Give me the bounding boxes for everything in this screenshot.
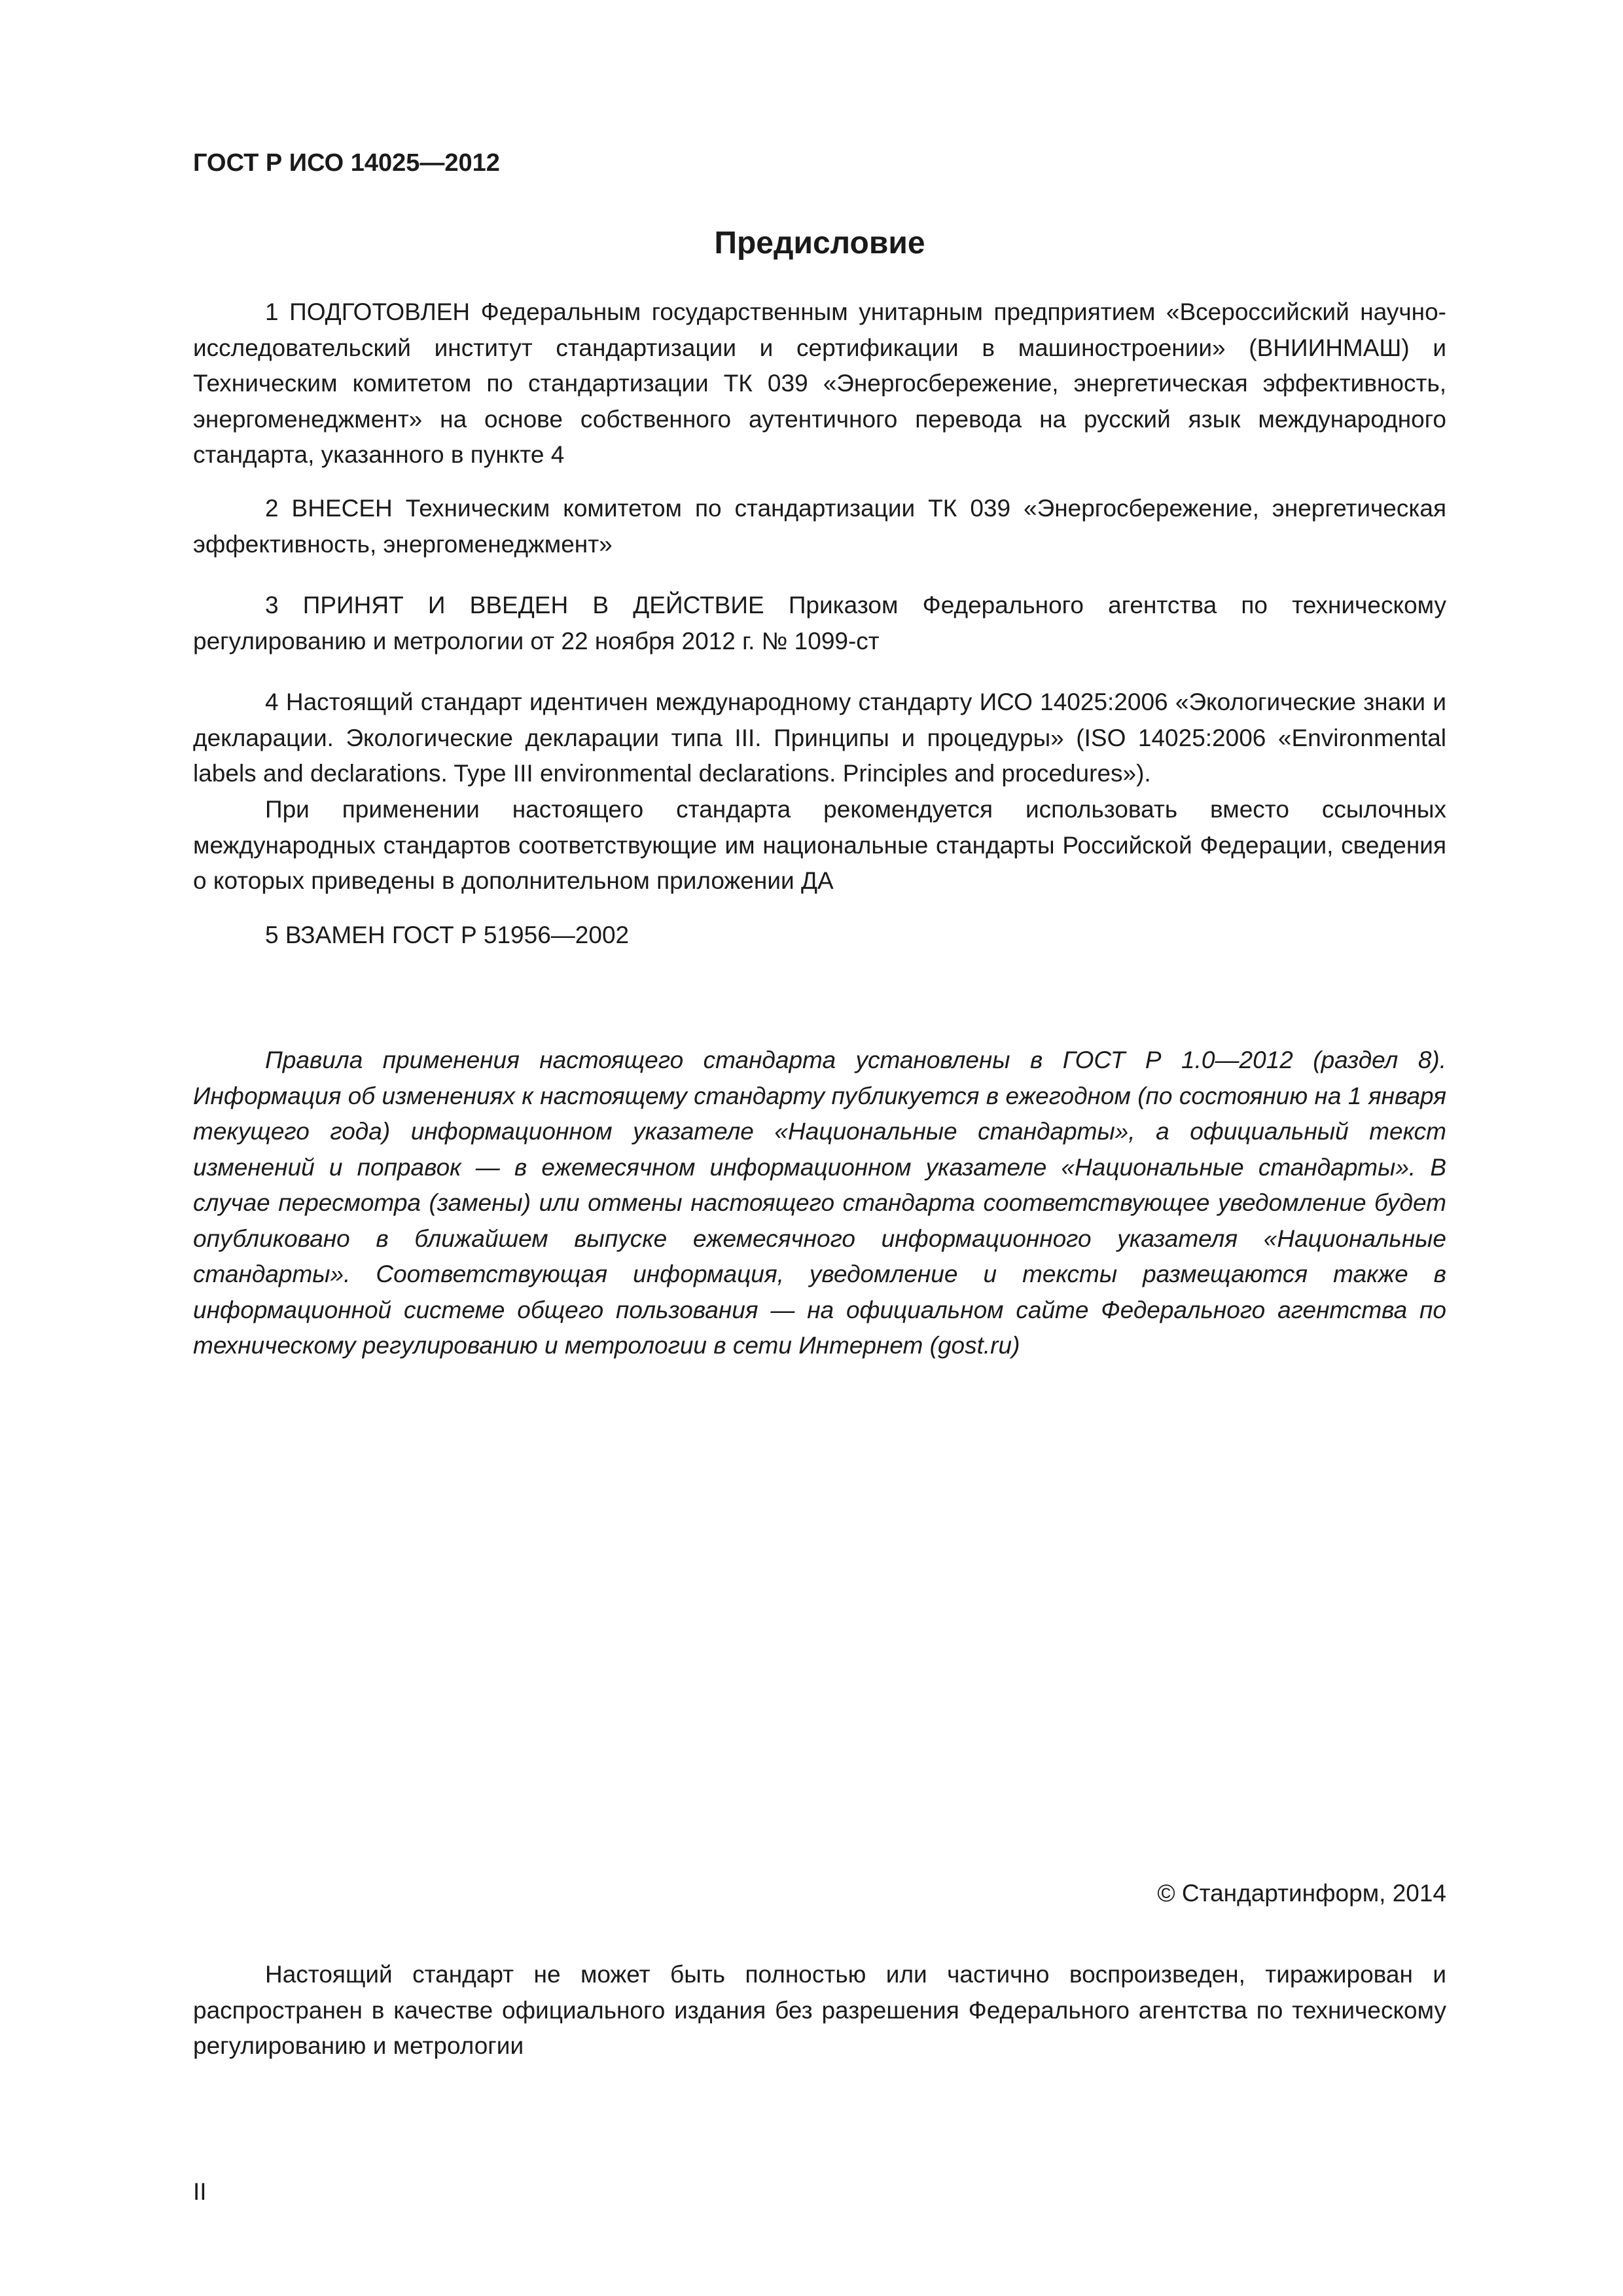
paragraph-reference-standards: При применении настоящего стандарта рекомендуется использовать вместо ссылочных международных стандартов соответствующие им национальные стандарты Российской Федерации, сведения о которых приведены в дополнительном приложении ДА (193, 796, 1446, 894)
page-number: II (193, 2178, 207, 2205)
copyright-line: © Стандартинформ, 2014 (1157, 1880, 1446, 1907)
page-title: Предисловие (714, 226, 925, 260)
paragraph-adopted: 3 ПРИНЯТ И ВВЕДЕН В ДЕЙСТВИЕ Приказом Федерального агентства по техническому регулированию и метрологии от 22 ноября 2012 г. № 1099-ст (193, 592, 1446, 655)
paragraph-prepared-by: 1 ПОДГОТОВЛЕН Федеральным государственным унитарным предприятием «Всероссийский научно-исследовательский институт стандартизации и сертификации в машиностроении» (ВНИИНМАШ) и Техническим комитетом по стандартизации ТК 039 «Энергосбережение, энергетическая эффективность, энергоменеджмент» на основе собственного аутентичного перевода на русский язык международного стандарта, указанного в пункте 4 (193, 298, 1446, 468)
paragraph-identical-standard: 4 Настоящий стандарт идентичен международному стандарту ИСО 14025:2006 «Экологические знаки и декларации. Экологические декларации типа III. Принципы и процедуры» (ISO 14025:2006 «Environmental labels and declarations. Type III environmental declarations. Principles and procedures»). (193, 689, 1446, 787)
paragraph-replaces: 5 ВЗАМЕН ГОСТ Р 51956—2002 (265, 922, 630, 948)
document-header: ГОСТ Р ИСО 14025—2012 (193, 149, 500, 177)
paragraph-introduced-by: 2 ВНЕСЕН Техническим комитетом по стандартизации ТК 039 «Энергосбережение, энергетическая эффективность, энергоменеджмент» (193, 495, 1446, 558)
reproduction-notice: Настоящий стандарт не может быть полностью или частично воспроизведен, тиражирован и распространен в качестве официального издания без разрешения Федерального агентства по техническому регулированию и метрологии (193, 1961, 1446, 2059)
application-rules-notice: Правила применения настоящего стандарта установлены в ГОСТ Р 1.0—2012 (раздел 8). Информация об изменениях к настоящему стандарту публикуется в ежегодном (по состоянию на 1 января текущего года) информационном указателе «Национальные стандарты», а официальный текст изменений и поправок — в ежемесячном информационном указателе «Национальные стандарты». В случае пересмотра (замены) или отмены настоящего стандарта соответствующее уведомление будет опубликовано в ближайшем выпуске ежемесячного информационного указателя «Национальные стандарты». Соответствующая информация, уведомление и тексты размещаются также в информационной системе общего пользования — на официальном сайте Федерального агентства по техническому регулированию и метрологии в сети Интернет (gost.ru) (193, 1047, 1446, 1359)
